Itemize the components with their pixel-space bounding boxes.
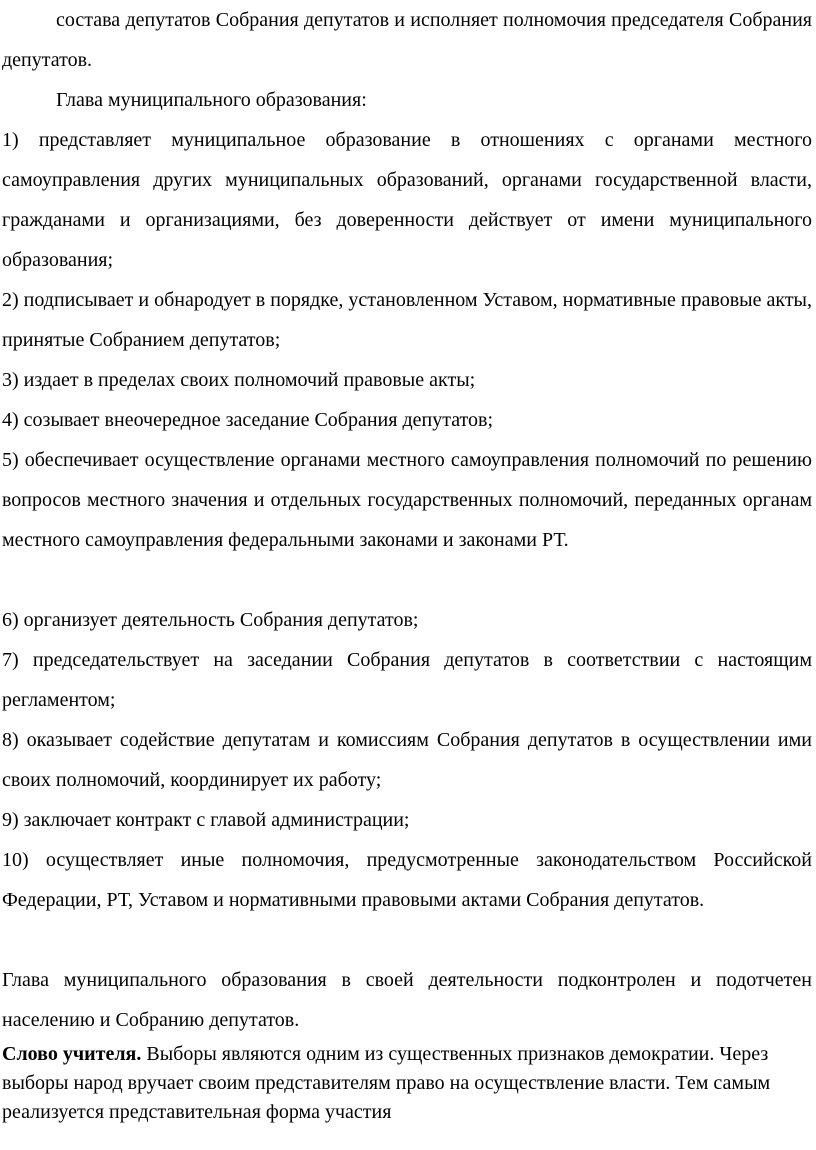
list-item-9: 9) заключает контракт с главой администрации; <box>2 809 410 831</box>
list-item-4: 4) созывает внеочередное заседание Собрания депутатов; <box>2 409 494 431</box>
list-item-8: 8) оказывает содействие депутатам и комиссиям Собрания депутатов в осуществлении ими своих полномочий, координирует их работу; <box>2 729 812 791</box>
list-item-5: 5) обеспечивает осуществление органами местного самоуправления полномочий по решению вопросов местного значения и отдельных государственных полномочий, переданных органам местного самоуправления федеральными законами и законами РТ. <box>2 449 812 551</box>
teacher-note-label: Слово учителя. <box>2 1043 142 1065</box>
paragraph-accountability: Глава муниципального образования в своей деятельности подконтролен и подотчетен населению и Собранию депутатов. <box>2 969 812 1031</box>
teacher-note-text: Выборы являются одним из существенных признаков демократии. Через выборы народ вручает своим представителям право на осуществление власти. Тем самым реализуется представительная форма участия <box>2 1043 771 1123</box>
list-item-6: 6) организует деятельность Собрания депутатов; <box>2 609 419 631</box>
list-item-10: 10) осуществляет иные полномочия, предусмотренные законодательством Российской Федерации, РТ, Уставом и нормативными правовыми актами Собрания депутатов. <box>2 849 812 911</box>
list-item-7: 7) председательствует на заседании Собрания депутатов в соответствии с настоящим регламентом; <box>2 649 812 711</box>
teacher-note <box>2 1040 814 1127</box>
list-item-2: 2) подписывает и обнародует в порядке, установленном Уставом, нормативные правовые акты, принятые Собранием депутатов; <box>2 289 812 351</box>
list-item-3: 3) издает в пределах своих полномочий правовые акты; <box>2 369 476 391</box>
paragraph-intro: состава депутатов Собрания депутатов и исполняет полномочия председателя Собрания депутатов. <box>2 9 812 71</box>
paragraph-head: Глава муниципального образования: <box>56 89 367 111</box>
list-item-1: 1) представляет муниципальное образование в отношениях с органами местного самоуправления других муниципальных образований, органами государственной власти, гражданами и организациями, без доверенности действует от имени муниципального образования; <box>2 129 812 271</box>
